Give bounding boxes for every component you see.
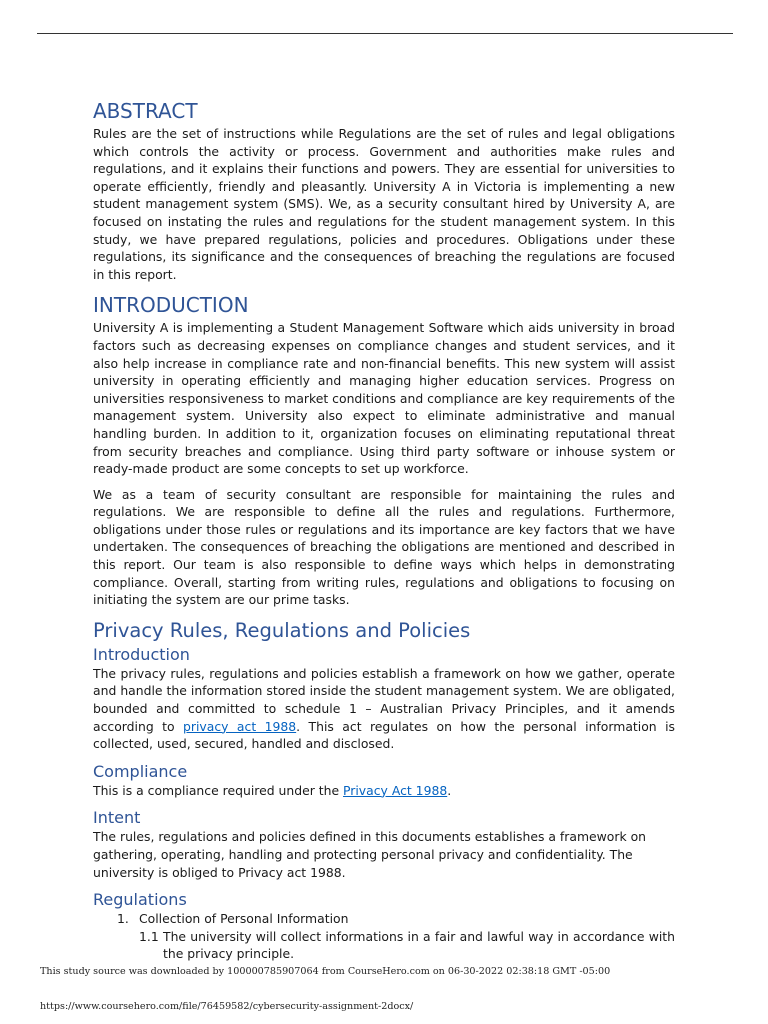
regulations-list xyxy=(93,910,675,963)
privacy-introduction-heading: Introduction xyxy=(93,644,190,664)
intent-text: The rules, regulations and policies defined in this documents establishes a framework on gathering, operating, handling and protecting personal privacy and confidentiality. The university is obliged to Privacy act 1988. xyxy=(93,829,647,880)
list-item: 1.1 The university will collect informations in a fair and lawful way in accordance with the privacy principle. xyxy=(139,928,675,962)
intent-heading: Intent xyxy=(93,808,141,828)
privacy-heading: Privacy Rules, Regulations and Policies xyxy=(93,618,471,642)
compliance-text: This is a compliance required under the Privacy Act 1988. xyxy=(93,782,452,798)
abstract-heading: ABSTRACT xyxy=(93,99,198,123)
list-item: 1. Collection of Personal Information xyxy=(117,911,349,927)
source-url: https://www.coursehero.com/file/76459582/cybersecurity-assignment-2docx/ xyxy=(40,1001,414,1012)
introduction-paragraph-2: We as a team of security consultant are responsible for maintaining the rules and regulations. We are responsible to define all the rules and regulations. Furthermore, obligations under those rules or regulations and its importance are key factors that we have undertaken. The consequences of breaching the obligations are mentioned and described in this report. Our team is also responsible to define ways which helps in demonstrating compliance. Overall, starting from writing rules, regulations and obligations to focusing on initiating the system are our prime tasks. xyxy=(93,486,675,608)
introduction-paragraph-1: University A is implementing a Student Management Software which aids university in broad factors such as decreasing expenses on compliance changes and student services, and it also help increase in compliance rate and non-financial benefits. This new system will assist university in operating efficiently and managing higher education services. Progress on universities responsiveness to market conditions and compliance are key requirements of the management system. University also expect to eliminate administrative and manual handling burden. In addition to it, organization focuses on eliminating reputational threat from security breaches and compliance. Using third party software or inhouse system or ready-made product are some concepts to set up workforce. xyxy=(93,320,675,477)
compliance-heading: Compliance xyxy=(93,761,188,781)
regulations-heading: Regulations xyxy=(93,890,187,910)
download-notice: This study source was downloaded by 100000785907064 from CourseHero.com on 06-30-2022 02:38:18 GMT -05:00 xyxy=(40,966,611,977)
document-body xyxy=(93,98,675,963)
privacy-act-1988-link[interactable]: Privacy Act 1988 xyxy=(343,782,448,798)
privacy-introduction-text: The privacy rules, regulations and policies establish a framework on how we gather, operate and handle the information stored inside the student management system. We are obligated, bounded and committed to schedule 1 – Australian Privacy Principles, and it amends according to privacy act 1988. This act regulates on how the personal information is collected, used, secured, handled and disclosed. xyxy=(93,665,675,752)
header-rule xyxy=(37,33,733,34)
introduction-heading: INTRODUCTION xyxy=(93,293,249,318)
privacy-act-link[interactable]: privacy act 1988 xyxy=(183,718,297,734)
abstract-text: Rules are the set of instructions while Regulations are the set of rules and legal obligations which controls the activity or process. Government and authorities make rules and regulations, and it explains their functions and powers. They are essential for universities to operate efficiently, friendly and pleasantly. University A in Victoria is implementing a new student management system (SMS). We, as a security consultant hired by University A, are focused on instating the rules and regulations for the student management system. In this study, we have prepared regulations, policies and procedures. Obligations under these regulations, its significance and the consequences of breaching the regulations are focused in this report. xyxy=(93,126,675,282)
